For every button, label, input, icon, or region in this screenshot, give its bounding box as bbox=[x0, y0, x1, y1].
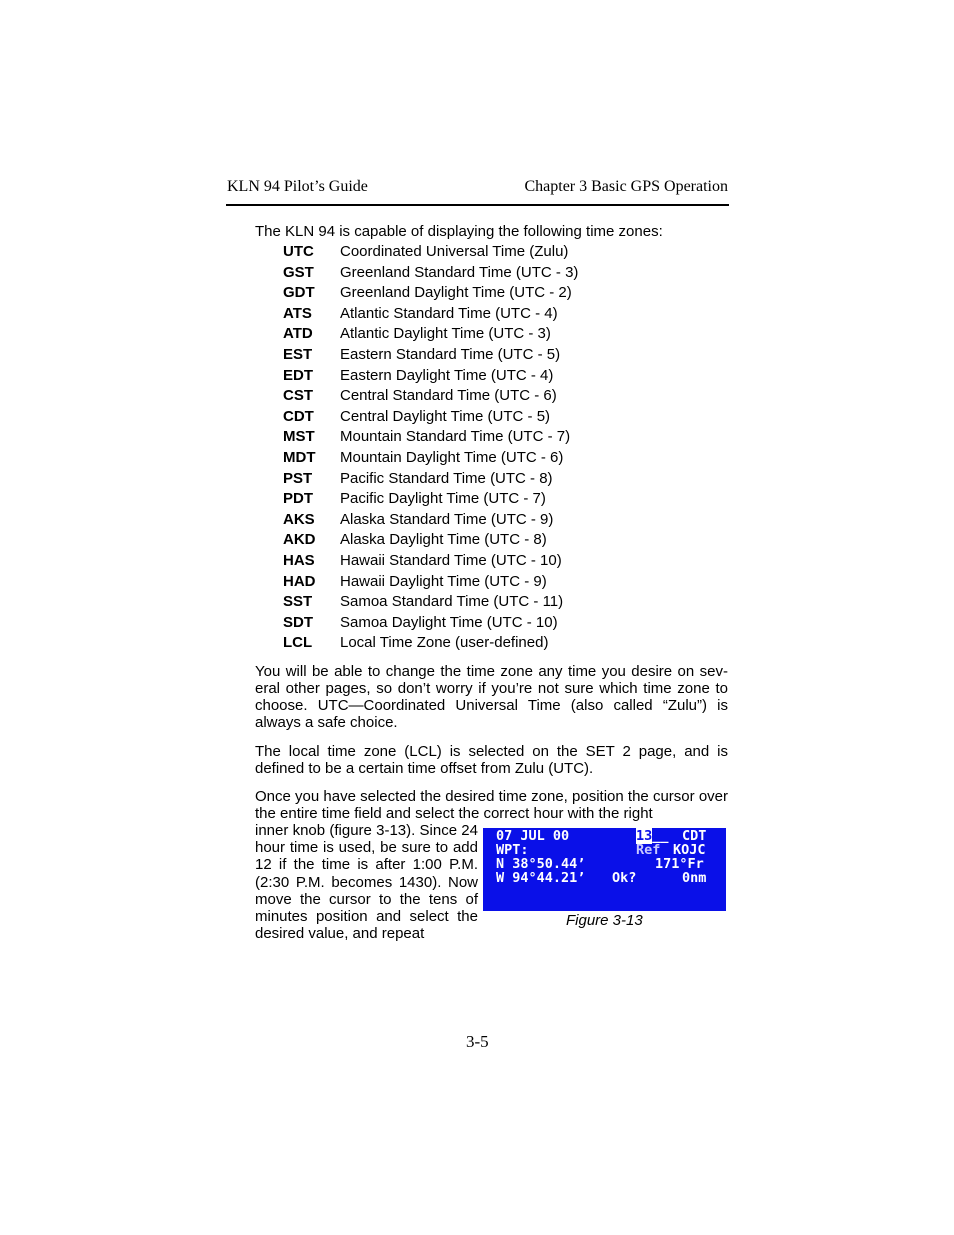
kln94-screen-figure bbox=[483, 828, 726, 911]
tz-code: SST bbox=[283, 593, 313, 611]
page-number: 3-5 bbox=[466, 1032, 489, 1051]
tz-code: GDT bbox=[283, 284, 315, 302]
screen-ref-id: KOJC bbox=[673, 842, 706, 858]
list-item bbox=[283, 551, 703, 572]
list-item bbox=[283, 324, 703, 345]
screen-ok-prompt: Ok? bbox=[612, 870, 637, 886]
tz-desc: Samoa Standard Time (UTC - 11) bbox=[340, 593, 564, 611]
tz-code: MST bbox=[283, 428, 315, 446]
tz-desc: Greenland Standard Time (UTC - 3) bbox=[340, 263, 579, 281]
tz-desc: Central Standard Time (UTC - 6) bbox=[340, 387, 557, 405]
screen-latitude: N 38°50.44’ bbox=[496, 856, 586, 872]
tz-desc: Samoa Daylight Time (UTC - 10) bbox=[340, 613, 558, 631]
tz-code: CDT bbox=[283, 407, 314, 425]
tz-desc: Coordinated Universal Time (Zulu) bbox=[340, 243, 569, 260]
tz-code: PDT bbox=[283, 490, 313, 508]
paragraph-cursor-instructions: Once you have selected the desired time zone, position the cursor over the entire time field and select the correct hour with the right bbox=[255, 788, 728, 822]
tz-code: UTC bbox=[283, 243, 314, 260]
list-item bbox=[283, 510, 703, 531]
tz-desc: Hawaii Standard Time (UTC - 10) bbox=[340, 551, 562, 569]
list-item bbox=[283, 407, 703, 428]
screen-ref-label: Ref bbox=[636, 842, 661, 858]
tz-desc: Atlantic Standard Time (UTC - 4) bbox=[340, 304, 558, 322]
tz-code: EDT bbox=[283, 366, 313, 384]
tz-code: HAD bbox=[283, 572, 316, 590]
list-item bbox=[283, 572, 703, 593]
list-item bbox=[283, 469, 703, 490]
list-item bbox=[283, 489, 703, 510]
tz-desc: Central Daylight Time (UTC - 5) bbox=[340, 407, 551, 425]
tz-code: PST bbox=[283, 469, 313, 487]
tz-desc: Mountain Standard Time (UTC - 7) bbox=[340, 428, 571, 446]
time-zone-list bbox=[283, 242, 703, 654]
list-item bbox=[283, 263, 703, 284]
tz-desc: Pacific Standard Time (UTC - 8) bbox=[340, 469, 553, 487]
screen-hour: 13 bbox=[636, 828, 653, 844]
list-item bbox=[283, 448, 703, 469]
intro-text: The KLN 94 is capable of displaying the following time zones: bbox=[255, 223, 663, 240]
tz-desc: Mountain Daylight Time (UTC - 6) bbox=[340, 448, 564, 466]
screen-radial: 171°Fr bbox=[655, 856, 704, 872]
tz-desc: Greenland Daylight Time (UTC - 2) bbox=[340, 284, 572, 302]
tz-desc: Eastern Daylight Time (UTC - 4) bbox=[340, 366, 554, 384]
list-item bbox=[283, 427, 703, 448]
tz-desc: Alaska Standard Time (UTC - 9) bbox=[340, 510, 554, 528]
tz-desc: Atlantic Daylight Time (UTC - 3) bbox=[340, 325, 551, 343]
header-guide-title: KLN 94 Pilot’s Guide bbox=[227, 178, 368, 195]
tz-code: CST bbox=[283, 387, 313, 405]
tz-code: AKS bbox=[283, 510, 315, 528]
tz-desc: Hawaii Daylight Time (UTC - 9) bbox=[340, 572, 547, 590]
tz-desc: Local Time Zone (user-defined) bbox=[340, 634, 549, 652]
tz-code: GST bbox=[283, 263, 314, 281]
tz-code: SDT bbox=[283, 613, 313, 631]
paragraph-local-time-zone: The local time zone (LCL) is selected on the SET 2 page, and is defined to be a certain time offset from Zulu (UTC). bbox=[255, 743, 728, 777]
tz-code: EST bbox=[283, 345, 313, 363]
tz-desc: Eastern Standard Time (UTC - 5) bbox=[340, 345, 561, 363]
screen-distance: 0nm bbox=[682, 870, 707, 886]
header-chapter-title: Chapter 3 Basic GPS Operation bbox=[524, 178, 728, 195]
tz-code: ATD bbox=[283, 325, 313, 343]
list-item bbox=[283, 345, 703, 366]
paragraph-time-zone-change: You will be able to change the time zone any time you desire on sev-eral other pages, so don’t worry if you’re not sure which time zone to choose. UTC—Coordinated Universal Time (also called “Zulu”) is always a safe choice. bbox=[255, 663, 728, 731]
screen-time-zone: CDT bbox=[682, 828, 707, 844]
list-item bbox=[283, 242, 703, 263]
tz-code: ATS bbox=[283, 304, 312, 322]
paragraph-cursor-instructions-continued: inner knob (figure 3-13). Since 24 hour time is used, be sure to add 12 if the time is after 1:00 P.M. (2:30 P.M. becomes 1430). Now move the cursor to the tens of minutes position and select the desired value, and repeat bbox=[255, 822, 478, 943]
list-item bbox=[283, 386, 703, 407]
list-item bbox=[283, 366, 703, 387]
list-item bbox=[283, 592, 703, 613]
page-header bbox=[226, 176, 729, 206]
figure-caption: Figure 3-13 bbox=[566, 912, 643, 929]
tz-desc: Alaska Daylight Time (UTC - 8) bbox=[340, 531, 547, 549]
screen-date: 07 JUL 00 bbox=[496, 828, 570, 844]
tz-code: MDT bbox=[283, 448, 316, 466]
list-item bbox=[283, 283, 703, 304]
tz-code: LCL bbox=[283, 634, 313, 652]
screen-wpt-label: WPT: bbox=[496, 842, 529, 858]
tz-desc: Pacific Daylight Time (UTC - 7) bbox=[340, 490, 546, 508]
screen-hour-cursor bbox=[636, 829, 669, 843]
list-item bbox=[283, 613, 703, 634]
list-item bbox=[283, 304, 703, 325]
tz-code: HAS bbox=[283, 551, 315, 569]
list-item bbox=[283, 633, 703, 654]
list-item bbox=[283, 530, 703, 551]
screen-hour-blank: __ bbox=[652, 828, 669, 844]
screen-longitude: W 94°44.21’ bbox=[496, 870, 586, 886]
tz-code: AKD bbox=[283, 531, 316, 549]
